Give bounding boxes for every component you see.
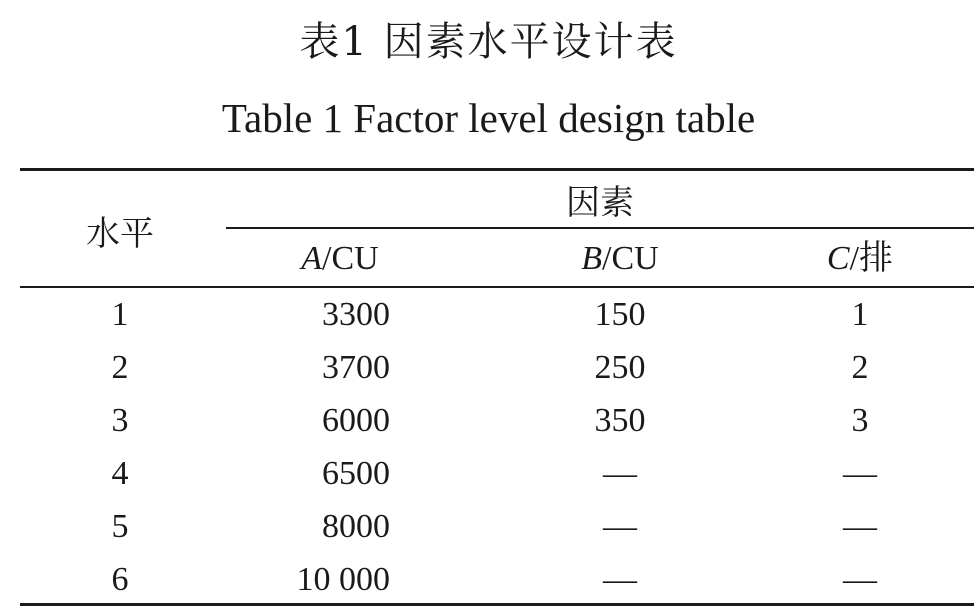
cell-a: 6500	[322, 455, 390, 492]
cell-b: 250	[594, 349, 646, 386]
cell-level: 5	[111, 508, 129, 545]
cell-b: 350	[594, 402, 646, 439]
header-col-b	[520, 232, 720, 286]
cell-b: —	[603, 508, 637, 545]
cell-level: 6	[111, 561, 129, 598]
cell-c: —	[843, 508, 877, 545]
top-rule	[20, 168, 974, 171]
header-col-c	[760, 232, 960, 286]
cell-a: 6000	[322, 402, 390, 439]
header-col-c-unit: /排	[849, 240, 894, 277]
cell-a: 3700	[322, 349, 390, 386]
cell-b: —	[603, 455, 637, 492]
cell-c: 2	[851, 349, 869, 386]
cell-a: 10 000	[296, 561, 390, 598]
header-col-c-var: C	[826, 240, 850, 277]
header-col-b-unit: /CU	[602, 240, 659, 277]
cell-b: —	[603, 561, 637, 598]
cell-level: 3	[111, 402, 129, 439]
header-col-a	[270, 232, 410, 286]
cell-a: 3300	[322, 296, 390, 333]
cell-a: 8000	[322, 508, 390, 545]
header-col-a-var: A	[301, 240, 323, 277]
cell-level: 4	[111, 455, 129, 492]
header-col-a-unit: /CU	[322, 240, 379, 277]
cell-c: 1	[851, 296, 869, 333]
cell-b: 150	[594, 296, 646, 333]
cell-c: —	[843, 455, 877, 492]
table-title-chinese: 表1 因素水平设计表	[299, 19, 678, 65]
header-col-b-var: B	[581, 240, 603, 277]
cell-c: —	[843, 561, 877, 598]
cell-level: 1	[111, 296, 129, 333]
header-factors: 因素	[566, 183, 634, 223]
table-title-english: Table 1 Factor level design table	[221, 95, 756, 141]
header-level: 水平	[86, 214, 154, 254]
cell-c: 3	[851, 402, 869, 439]
cell-level: 2	[111, 349, 129, 386]
